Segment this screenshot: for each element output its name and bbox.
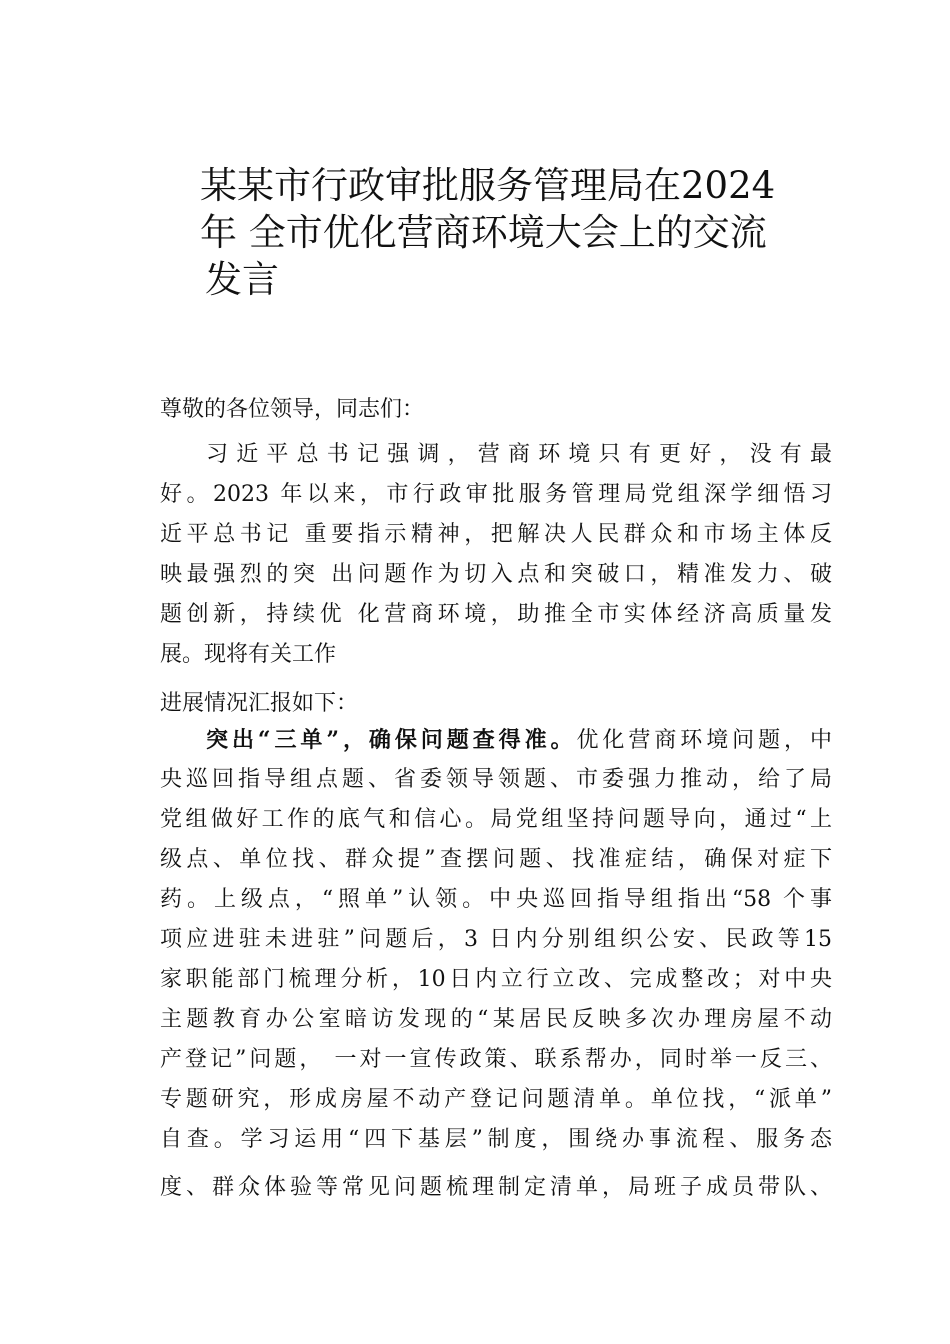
paragraph-line: 习近平总书记强调，营商环境只有更好，没有最	[206, 442, 832, 467]
paragraph-line: 主题教育办公室暗访发现的“某居民反映多次办理房屋不动	[160, 1007, 832, 1032]
title-line: 年 全市优化营商环境大会上的交流	[200, 211, 767, 254]
salutation-text: 尊敬的各位领导，同志们：	[160, 397, 425, 422]
paragraph-line: 自查。学习运用“四下基层”制度，围绕办事流程、服务态	[160, 1127, 832, 1152]
paragraph-line: 进展情况汇报如下：	[160, 691, 359, 716]
paragraph-line: 专题研究，形成房屋不动产登记问题清单。单位找，“派单”	[160, 1087, 832, 1112]
salutation	[160, 390, 832, 430]
paragraph-line: 展。现将有关工作	[160, 642, 337, 667]
title-line: 发言	[205, 258, 279, 301]
paragraph-1-continuation	[160, 684, 832, 724]
document-title	[200, 162, 776, 303]
paragraph-line: 级点、单位找、群众提”查摆问题、找准症结，确保对症下	[160, 847, 832, 872]
paragraph-1	[160, 435, 832, 675]
paragraph-line: 好。2023 年以来，市行政审批服务管理局党组深学细悟习	[160, 482, 832, 507]
paragraph-line: 项应进驻未进驻”问题后，3 日内分别组织公安、民政等15	[160, 927, 832, 952]
title-line: 某某市行政审批服务管理局在2024	[200, 164, 776, 207]
paragraph-line: 度、群众体验等常见问题梳理制定清单，局班子成员带队、	[160, 1175, 832, 1200]
paragraph-line: 党组做好工作的底气和信心。局党组坚持问题导向，通过“上	[160, 807, 832, 832]
paragraph-line: 药。上级点，“照单”认领。中央巡回指导组指出“58 个事	[160, 887, 832, 912]
paragraph-line: 央巡回指导组点题、省委领导领题、市委强力推动，给了局	[160, 767, 832, 792]
paragraph-line: 产登记”问题， 一对一宣传政策、联系帮办，同时举一反三、	[160, 1047, 832, 1072]
paragraph-text: 优化营商环境问题，中	[576, 728, 832, 753]
section-heading: 突出“三单”，确保问题查得准。	[206, 727, 577, 753]
paragraph-first-line	[160, 720, 832, 760]
paragraph-line: 题创新，持续优 化营商环境，助推全市实体经济高质量发	[160, 602, 832, 627]
paragraph-line: 映最强烈的突 出问题作为切入点和突破口，精准发力、破	[160, 562, 832, 587]
paragraph-line: 家职能部门梳理分析，10日内立行立改、完成整改；对中央	[160, 967, 832, 992]
paragraph-2	[160, 720, 832, 1208]
paragraph-line: 近平总书记 重要指示精神，把解决人民群众和市场主体反	[160, 522, 832, 547]
